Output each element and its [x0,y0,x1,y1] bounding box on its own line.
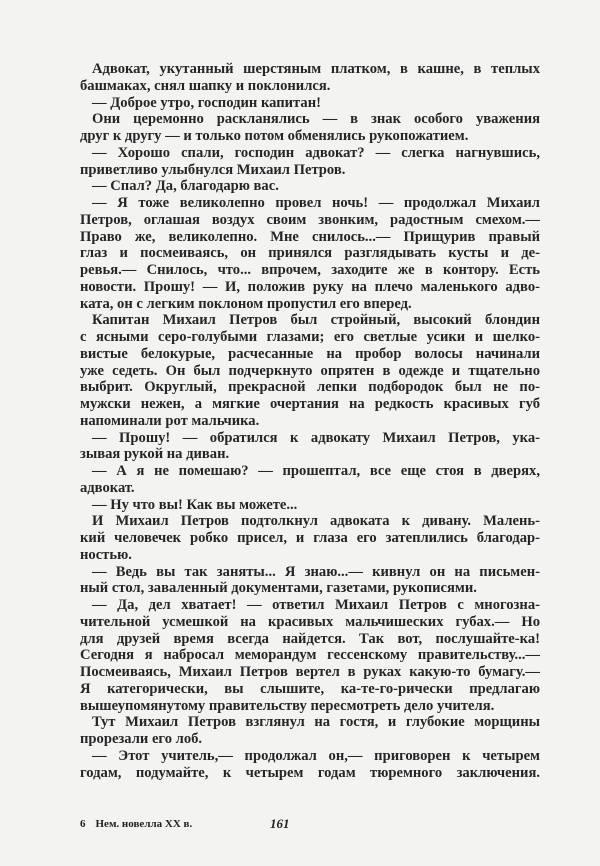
text-line: с ясными серо-голубыми глазами; его светлые усики и шелко- [80,329,540,345]
printer-signature [80,818,202,830]
text-line: адвокат. [80,479,135,496]
text-line: вышеупомянутому правительству пересмотреть дело учителя. [80,697,495,714]
text-line: Адвокат, укутанный шерстяным платком, в кашне, в теплых [92,61,540,77]
text-line: Тут Михаил Петров взглянул на гостя, и глубокие морщины [92,714,540,731]
text-line: Они церемонно раскланялись — в знак особого уважения [92,111,540,128]
text-line: Посмеиваясь, Михаил Петров вертел в руках какую-то бумагу.— [80,664,540,680]
text-line: годам, подумайте, к четырем годам тюремного заключения. [80,764,540,781]
text-line: ный стол, заваленный документами, газетами, рукописями. [80,580,477,597]
text-line: мужски нежен, а мягкие очертания на редкость красивых губ [80,396,540,412]
text-line: Сегодня я набросал меморандум гессенскому правительству...— [80,647,540,664]
text-line: — Хорошо спали, господин адвокат? — слегка нагнувшись, [92,144,540,161]
text-line: Капитан Михаил Петров был стройный, высокий блондин [92,312,540,329]
text-line: прорезали его лоб. [80,731,203,747]
text-line: — Я тоже великолепно провел ночь! — продолжал Михаил [92,195,540,211]
text-line: Я категорически, вы слышите, ка-те-го-рически предлагаю [80,680,540,697]
text-line: Петров, оглашая воздух своим звонким, радостным смехом.— [80,211,540,228]
text-line: — Ну что вы! Как вы можете... [92,496,298,513]
text-line: напоминали рот мальчика. [80,412,260,429]
text-line: И Михаил Петров подтолкнул адвоката к дивану. Малень- [92,513,540,530]
text-line: — Этот учитель,— продолжал он,— приговорен к четырем [92,747,540,764]
text-line: ностью. [80,546,132,563]
text-line: выбрит. Округлый, прекрасной лепки подбородок был не по- [80,379,540,396]
text-line: новости. Прошу! — И, положив руку на плечо маленького адво- [80,278,540,295]
text-line: ревья.— Снилось, что... впрочем, заходите же в контору. Есть [80,262,540,278]
text-line: для друзей время всегда найдется. Так вот, послушайте-ка! [80,630,540,647]
text-line: — Да, дел хватает! — ответил Михаил Петров с многозна- [92,597,540,613]
text-line: ката, он с легким поклоном пропустил его вперед. [80,295,412,312]
text-line: друг к другу — и только потом обменялись рукопожатием. [80,128,469,144]
text-line: — Доброе утро, господин капитан! [92,94,321,111]
text-line: вистые белокурые, расчесанные на пробор волосы начинали [80,345,540,362]
text-line: башмаках, снял шапку и поклонился. [80,77,331,94]
text-line: зывая рукой на диван. [80,446,230,463]
text-line: приветливо улыбнулся Михаил Петров. [80,161,346,178]
text-line: кий человечек робко присел, и глаза его затеплились благодар- [80,530,540,546]
text-line: — Ведь вы так заняты... Я знаю...— кивнул он на письмен- [92,563,540,580]
text-line: — Прошу! — обратился к адвокату Михаил Петров, ука- [92,429,540,446]
signature-title: Нем. новелла XX в. [95,818,193,830]
signature-number: 6 [80,818,86,830]
page-number: 161 [270,816,290,831]
page-body-text [80,61,540,781]
text-line: чительной усмешкой на красивых мальчишеских губах.— Но [80,613,540,630]
text-line: — А я не помешаю? — прошептал, все еще стоя в дверях, [92,463,540,479]
text-line: уже седеть. Он был подчеркнуто опрятен в одежде и тщательно [80,362,540,379]
text-line: — Спал? Да, благодарю вас. [92,178,279,195]
text-line: глаз и посмеиваясь, он принялся разглядывать кусты и де- [80,245,540,262]
text-line: Право же, великолепно. Мне снилось...— Прищурив правый [80,228,540,245]
